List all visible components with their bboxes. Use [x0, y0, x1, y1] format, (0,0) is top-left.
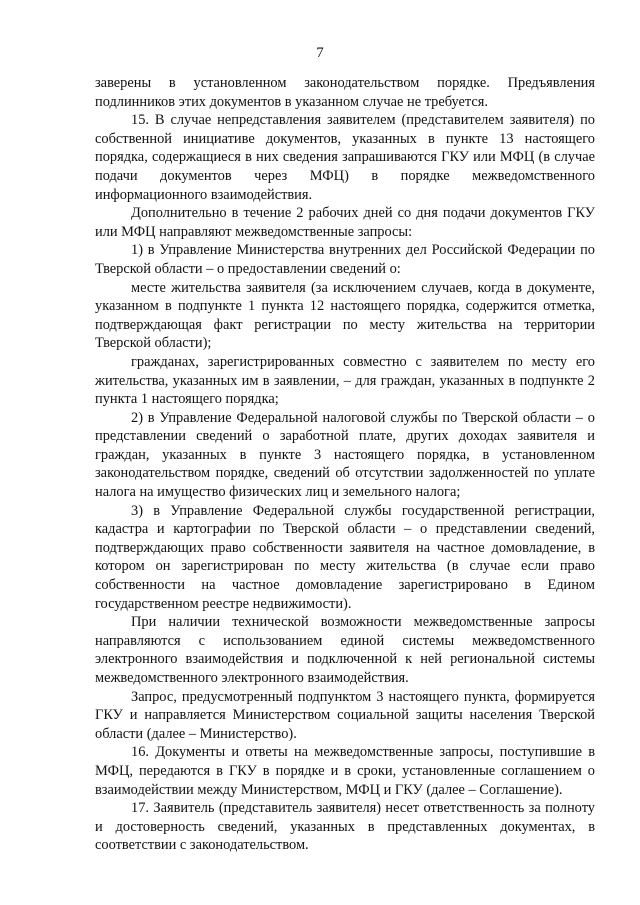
paragraph-subitem-3: 3) в Управление Федеральной службы государственной регистрации, кадастра и картографии по Тверской области – о представлении сведений, подтверждающих право собственности заявителя на частное домовладение, в котором он зарегистрирован по месту жительства (в случае если право собственности на частное домовладение зарегистрировано в Едином государственном реестре недвижимости).	[95, 502, 595, 612]
paragraph-request-ministry: Запрос, предусмотренный подпунктом 3 настоящего пункта, формируется ГКУ и направляется Министерством социальной защиты населения Тверской области (далее – Министерство).	[95, 688, 595, 742]
paragraph-continuation: заверены в установленном законодательством порядке. Предъявления подлинников этих документов в указанном случае не требуется.	[95, 75, 595, 110]
paragraph-item-17: 17. Заявитель (представитель заявителя) несет ответственность за полноту и достоверность сведений, указанных в представленных документах, в соответствии с законодательством.	[95, 800, 595, 854]
paragraph-technical-possibility: При наличии технической возможности межведомственные запросы направляются с использованием единой системы межведомственного электронного взаимодействия и подключенной к ней региональной системы межведомственного электронного взаимодействия.	[95, 614, 595, 686]
paragraph-item-15: 15. В случае непредставления заявителем (представителем заявителя) по собственной инициативе документов, указанных в пункте 13 настоящего порядка, содержащиеся в них сведения запрашиваются ГКУ или МФЦ (в случае подачи документов через МФЦ) в порядке межведомственного информационного взаимодействия.	[95, 112, 595, 203]
paragraph-registered-citizens: гражданах, зарегистрированных совместно с заявителем по месту его жительства, указанных им в заявлении, – для граждан, указанных в подпункте 2 пункта 1 настоящего порядка;	[95, 353, 595, 408]
paragraph-additional-requests: Дополнительно в течение 2 рабочих дней со дня подачи документов ГКУ или МФЦ направляют межведомственные запросы:	[95, 205, 595, 240]
page-number: 7	[316, 45, 324, 61]
paragraph-subitem-2: 2) в Управление Федеральной налоговой службы по Тверской области – о представлении сведений о заработной плате, других доходах заявителя и граждан, указанных в пункте 3 настоящего порядка, в установленном законодательством порядке, сведений об отсутствии задолженностей по уплате налога на имущество физических лиц и земельного налога;	[95, 409, 595, 501]
paragraph-subitem-1: 1) в Управление Министерства внутренних дел Российской Федерации по Тверской области – о предоставлении сведений о:	[95, 242, 595, 277]
paragraph-place-of-residence: месте жительства заявителя (за исключением случаев, когда в документе, указанном в подпункте 1 пункта 12 настоящего порядка, содержится отметка, подтверждающая факт регистрации по месту жительства на территории Тверской области);	[95, 279, 595, 352]
paragraph-item-16: 16. Документы и ответы на межведомственные запросы, поступившие в МФЦ, передаются в ГКУ в порядке и в сроки, установленные соглашением о взаимодействии между Министерством, МФЦ и ГКУ (далее – Соглашение).	[95, 744, 595, 798]
document-body	[95, 74, 595, 855]
